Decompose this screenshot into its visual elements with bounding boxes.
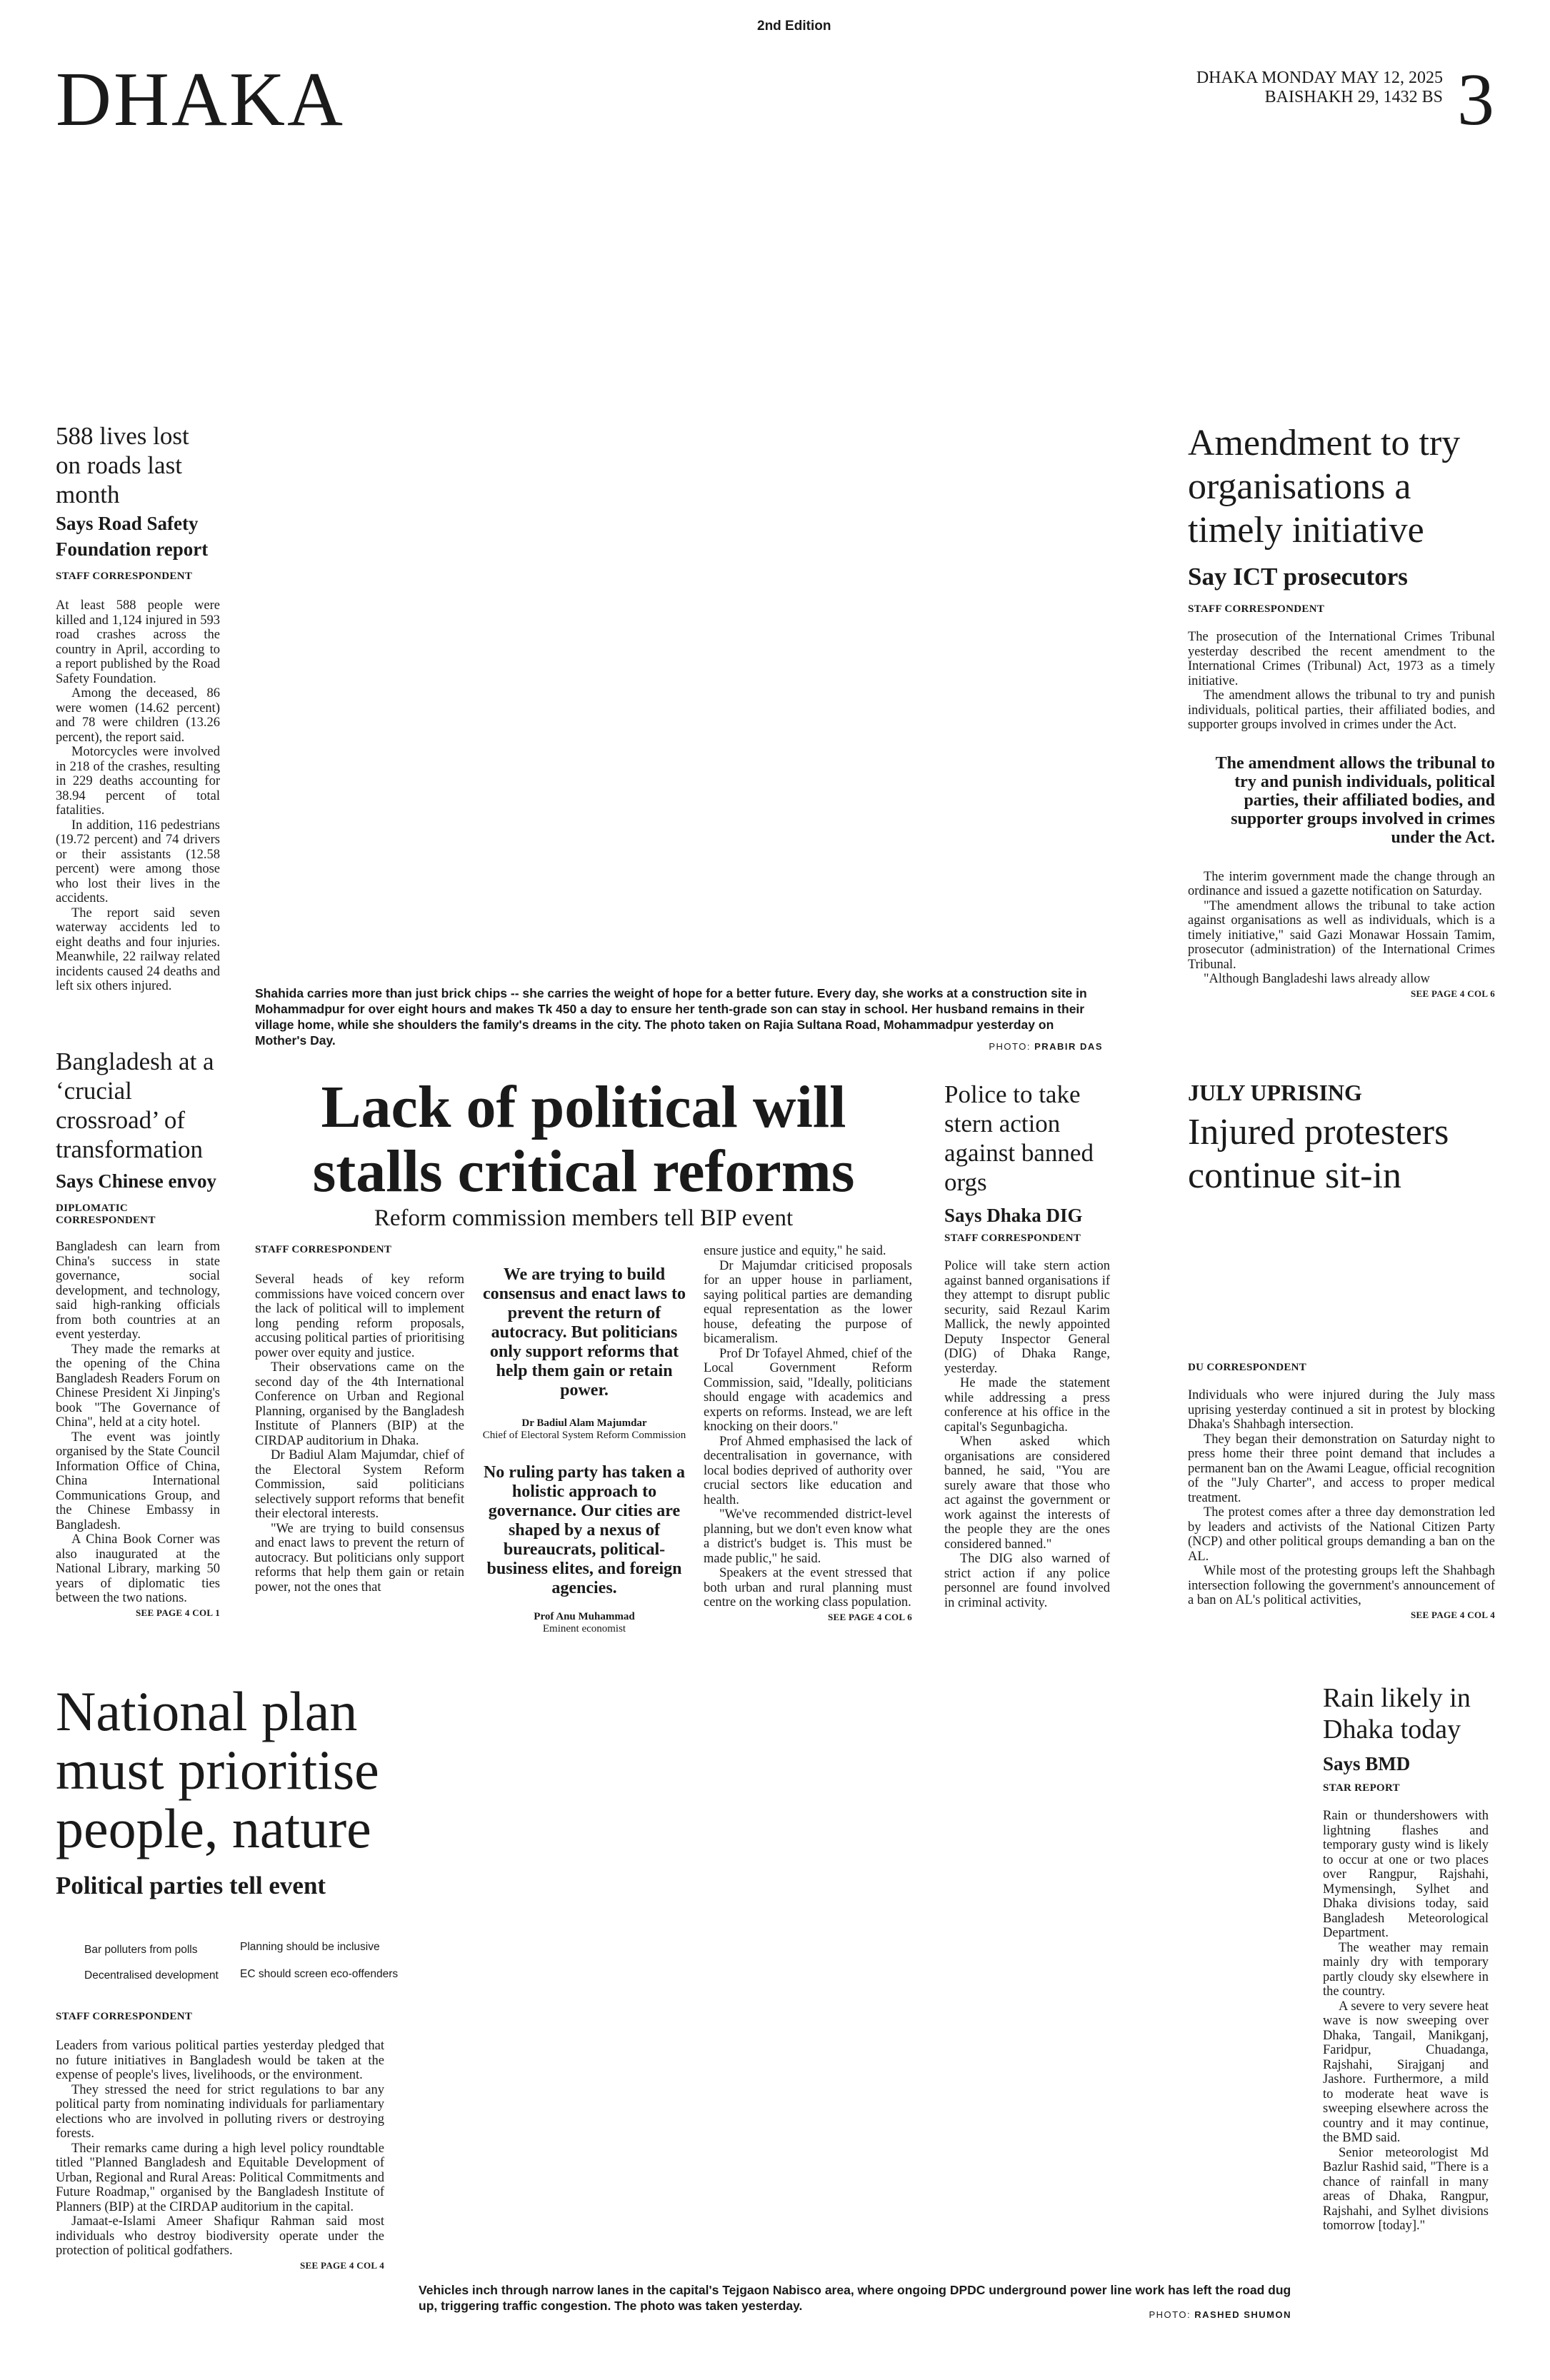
pull-quote-role: Eminent economist (542, 1623, 626, 1635)
lead-col3-wrap (704, 1244, 912, 1623)
paragraph: The amendment allows the tribunal to try and punish individuals, political parties, their affiliated bodies, and supporter groups involved in crimes under the Act. (1188, 688, 1495, 732)
police-story (944, 1080, 1110, 1610)
lead-col3 (704, 1244, 912, 1610)
national-body-wrap (56, 2011, 384, 2271)
paragraph: They began their demonstration on Saturday night to press home their three point demand that includes a permanent ban on the Awami League, official recognition of the "July Charter", and access to proper medical treatment. (1188, 1432, 1495, 1505)
lead-subhead: Reform commission members tell BIP event (374, 1205, 794, 1231)
china-headline: Bangladesh at a ‘crucial crossroad’ of transformation (56, 1048, 214, 1163)
credit-name: RASHED SHUMON (1194, 2309, 1291, 2320)
ict-body-1 (1188, 630, 1495, 733)
paragraph: Among the deceased, 86 were women (14.62 percent) and 78 were children (13.26 percent), the report said. (56, 686, 220, 745)
police-byline: STAFF CORRESPONDENT (944, 1232, 1081, 1244)
china-byline: DIPLOMATIC CORRESPONDENT (56, 1202, 156, 1226)
national-jump[interactable]: SEE PAGE 4 COL 4 (300, 2259, 384, 2271)
paragraph: "The amendment allows the tribunal to take action against organisations as well as individuals, which is a timely initiative," said Gazi Monawar Hossain Tamim, prosecutor (administration) of the International Crimes Tribunal. (1188, 898, 1495, 972)
police-body (944, 1259, 1110, 1610)
pull-quote-name: Prof Anu Muhammad (534, 1611, 635, 1622)
photo2-caption-block (419, 2282, 1291, 2320)
ict-body-2 (1188, 870, 1495, 987)
paragraph: The event was jointly organised by the State Council Information Office of China, China International Communications Group, and the Chinese Embassy in Bangladesh. (56, 1430, 220, 1532)
paragraph: In addition, 116 pedestrians (19.72 percent) and 74 drivers or their assistants (12.58 percent) were among those who lost their lives in the accidents. (56, 818, 220, 905)
pull-quote-role: Chief of Electoral System Reform Commission (482, 1430, 686, 1441)
page-number: 3 (1457, 59, 1494, 141)
july-byline: DU CORRESPONDENT (1188, 1362, 1307, 1373)
paragraph: Rain or thundershowers with lightning flashes and temporary gusty wind is likely to occur at one or two places over Rangpur, Rajshahi, Mymensingh, Sylhet and Dhaka divisions today, said Bangladesh Meteorological Department. (1323, 1809, 1489, 1940)
bullet-item: EC should screen eco-offenders (240, 1968, 399, 1980)
road-byline: STAFF CORRESPONDENT (56, 571, 193, 582)
paragraph: The prosecution of the International Crimes Tribunal yesterday described the recent amendment to the International Crimes (Tribunal) Act, 1973 as a timely initiative. (1188, 630, 1495, 688)
july-story (1188, 1080, 1495, 1621)
paragraph: "We've recommended district-level planning, but we don't even know what a district's budget is. This must be made public," he said. (704, 1507, 912, 1566)
edition-label: 2nd Edition (757, 19, 831, 34)
paragraph: Speakers at the event stressed that both urban and rural planning must centre on the working class population. (704, 1566, 912, 1610)
police-headline: Police to take stern action against banned orgs (944, 1080, 1094, 1196)
bullet-item: Bar polluters from polls (84, 1944, 198, 1956)
paragraph: Dr Majumdar criticised proposals for an upper house in parliament, saying political parties are demanding equal representation as the lower house, defeating the purpose of bicameralism. (704, 1258, 912, 1346)
credit-label: PHOTO: (1149, 2309, 1191, 2320)
pull-quote-majumdar: We are trying to build consensus and enact laws to prevent the return of autocracy. But politicians only support reforms that help them gain or retain power. (482, 1265, 686, 1400)
lead-pull-quotes (477, 1265, 691, 1635)
national-headline: National plan must prioritise people, nature (56, 1680, 379, 1859)
paragraph: He made the statement while addressing a press conference at his office in the capital's Segunbagicha. (944, 1376, 1110, 1435)
photo1-credit (255, 1041, 1103, 1052)
credit-name: PRABIR DAS (1034, 1041, 1103, 1052)
lead-col1 (255, 1272, 464, 1595)
lead-headline: Lack of political will stalls critical reforms (312, 1074, 855, 1205)
paragraph: When asked which organisations are considered banned, he said, "You are surely aware that those who act against the government or work against the interests of the people they are the ones considered banned." (944, 1435, 1110, 1552)
paragraph: The interim government made the change through an ordinance and issued a gazette notification on Saturday. (1188, 869, 1495, 898)
paragraph: The protest comes after a three day demonstration led by leaders and activists of the National Citizen Party (NCP) and other political groups demanding a ban on the AL. (1188, 1505, 1495, 1564)
july-headline: Injured protesters continue sit-in (1188, 1112, 1449, 1196)
rain-subhead: Says BMD (1323, 1753, 1411, 1774)
paragraph: Jamaat-e-Islami Ameer Shafiqur Rahman said most individuals who destroy biodiversity operate under the protection of political godfathers. (56, 2214, 384, 2258)
bullet-item: Planning should be inclusive (240, 1941, 380, 1953)
date-bangla: BAISHAKH 29, 1432 BS (1264, 88, 1443, 106)
pull-quote-name: Dr Badiul Alam Majumdar (521, 1417, 647, 1429)
china-body (56, 1240, 220, 1606)
paragraph: Prof Dr Tofayel Ahmed, chief of the Local Government Reform Commission, said, "Ideally, politicians should engage with academics and experts on reforms. Instead, we are left knocking on their doors." (704, 1346, 912, 1434)
paragraph: ensure justice and equity," he said. (704, 1244, 886, 1258)
july-body (1188, 1388, 1495, 1608)
dateline (1196, 69, 1443, 107)
photo1-caption-block (255, 985, 1103, 1052)
paragraph: Motorcycles were involved in 218 of the crashes, resulting in 229 deaths accounting for 38.94 percent of total fatalities. (56, 745, 220, 818)
paragraph: The report said seven waterway accidents led to eight deaths and four injuries. Meanwhile, 22 railway related incidents caused 24 deaths and left six others injured. (56, 905, 220, 993)
paragraph: At least 588 people were killed and 1,124 injured in 593 road crashes across the country in April, according to a report published by the Road Safety Foundation. (56, 598, 220, 686)
paragraph: Prof Ahmed emphasised the lack of decentralisation in governance, with local bodies deprived of authority over crucial sectors like education and health. (704, 1434, 912, 1507)
paragraph: "We are trying to build consensus and enact laws to prevent the return of autocracy. But politicians only support reforms that help them gain or retain power, not the ones that (255, 1521, 464, 1595)
section-masthead: DHAKA (56, 57, 345, 142)
paragraph: Police will take stern action against banned organisations if they attempt to disrupt public security, said Rezaul Karim Mallick, the newly appointed Deputy Inspector General (DIG) of Dhaka Range, yesterday. (944, 1259, 1110, 1376)
paragraph: Senior meteorologist Md Bazlur Rashid said, "There is a chance of rainfall in many areas of Dhaka, Rangpur, Rajshahi, and Sylhet divisions tomorrow [today]." (1323, 2145, 1489, 2233)
july-kicker: JULY UPRISING (1188, 1080, 1362, 1105)
paragraph: "Although Bangladeshi laws already allow (1204, 972, 1430, 986)
rain-headline: Rain likely in Dhaka today (1323, 1683, 1471, 1744)
credit-label: PHOTO: (989, 1041, 1031, 1052)
lead-jump[interactable]: SEE PAGE 4 COL 6 (828, 1611, 912, 1622)
road-subhead: Says Road Safety Foundation report (56, 513, 209, 560)
road-crash-story (56, 421, 220, 994)
paragraph: A severe to very severe heat wave is now sweeping over Dhaka, Tangail, Manikganj, Faridpur, Chuadanga, Rajshahi, Sirajganj and Jashore. Furthermore, a mild to moderate heat wave is sweeping elsewhere across the country and it may continue, the BMD said. (1323, 1999, 1489, 2145)
paragraph: Bangladesh can learn from China's success in state governance, social development, and technology, said high-ranking officials from both countries at an event yesterday. (56, 1240, 220, 1342)
national-story (56, 1682, 384, 1901)
paragraph: Leaders from various political parties yesterday pledged that no future initiatives in Bangladesh would be taken at the expense of people's lives, livelihoods, or the environment. (56, 2039, 384, 2082)
paragraph: Dr Badiul Alam Majumdar, chief of the Electoral System Reform Commission, said politicians selectively support reforms that benefit their electoral interests. (255, 1448, 464, 1521)
lead-byline: STAFF CORRESPONDENT (255, 1244, 392, 1255)
national-subhead: Political parties tell event (56, 1872, 326, 1899)
paragraph: They made the remarks at the opening of the China Bangladesh Readers Forum on Chinese President Xi Jinping's book "The Governance of China", held at a city hotel. (56, 1342, 220, 1430)
road-body (56, 598, 220, 994)
ict-pull-quote: The amendment allows the tribunal to try and punish individuals, political parties, their affiliated bodies, and supporter groups involved in crimes under the Act. (1215, 753, 1495, 847)
paragraph: Individuals who were injured during the July mass uprising yesterday continued a sit in protest by blocking Dhaka's Shahbagh intersection. (1188, 1388, 1495, 1432)
china-story (56, 1047, 220, 1619)
paragraph: They stressed the need for strict regulations to bar any political party from nominating individuals for parliamentary elections who are involved in polluting rivers or destroying forests. (56, 2082, 384, 2141)
china-jump[interactable]: SEE PAGE 4 COL 1 (136, 1607, 220, 1618)
rain-story (1323, 1682, 1489, 2234)
photo2-caption: Vehicles inch through narrow lanes in the capital's Tejgaon Nabisco area, where ongoing DPDC underground power line work has left the road dug up, triggering traffic congestion. The photo was taken yesterday. (419, 2283, 1291, 2313)
paragraph: Several heads of key reform commissions have voiced concern over the lack of political will to implement long pending reform proposals, accusing political parties of prioritising power over equity and justice. (255, 1272, 464, 1360)
paragraph: Their observations came on the second day of the 4th International Conference on Urban and Regional Planning, organised by the Bangladesh Institute of Planners (BIP) at the CIRDAP auditorium in Dhaka. (255, 1360, 464, 1448)
ict-headline: Amendment to try organisations a timely initiative (1188, 423, 1461, 551)
paragraph: The weather may remain mainly dry with temporary partly cloudy sky elsewhere in the country. (1323, 1940, 1489, 1999)
police-subhead: Says Dhaka DIG (944, 1205, 1083, 1226)
china-subhead: Says Chinese envoy (56, 1170, 217, 1192)
date-english: DHAKA MONDAY MAY 12, 2025 (1196, 69, 1443, 87)
road-headline: 588 lives lost on roads last month (56, 422, 189, 508)
paragraph: Their remarks came during a high level policy roundtable titled "Planned Bangladesh and Equitable Development of Urban, Regional and Rural Areas: Political Commitments and Future Roadmap," organised by the Bangladesh Institute of Planners (BIP) at the CIRDAP auditorium in the capital. (56, 2141, 384, 2214)
paragraph: The DIG also warned of strict action if any police personnel are found involved in criminal activity. (944, 1552, 1110, 1610)
national-byline: STAFF CORRESPONDENT (56, 2011, 193, 2022)
rain-byline: STAR REPORT (1323, 1782, 1400, 1794)
national-body (56, 2039, 384, 2259)
ict-byline: STAFF CORRESPONDENT (1188, 603, 1325, 615)
paragraph: A China Book Corner was also inaugurated at the National Library, marking 50 years of diplomatic ties between the two nations. (56, 1532, 220, 1605)
ict-subhead: Say ICT prosecutors (1188, 563, 1408, 591)
rain-body (1323, 1809, 1489, 2234)
ict-story (1188, 421, 1495, 1000)
photo1-caption: Shahida carries more than just brick chips -- she carries the weight of hope for a better future. Every day, she works at a construction site in Mohammadpur for over eight hours and makes Tk 450 a day to ensure her tenth-grade son can stay in school. Her husband remains in their village home, while she shoulders the family's dreams in the city. The photo taken on Rajia Sultana Road, Mohammadpur yesterday on Mother's Day. (255, 986, 1087, 1048)
paragraph: While most of the protesting groups left the Shahbagh intersection following the government's announcement of a ban on AL's political activities, (1188, 1564, 1495, 1607)
july-jump[interactable]: SEE PAGE 4 COL 4 (1411, 1609, 1495, 1620)
pull-quote-anu: No ruling party has taken a holistic approach to governance. Our cities are shaped by a nexus of bureaucrats, political-business elites, and foreign agencies. (483, 1463, 686, 1597)
bullet-item: Decentralised development (84, 1969, 219, 1982)
ict-jump[interactable]: SEE PAGE 4 COL 6 (1411, 988, 1495, 999)
